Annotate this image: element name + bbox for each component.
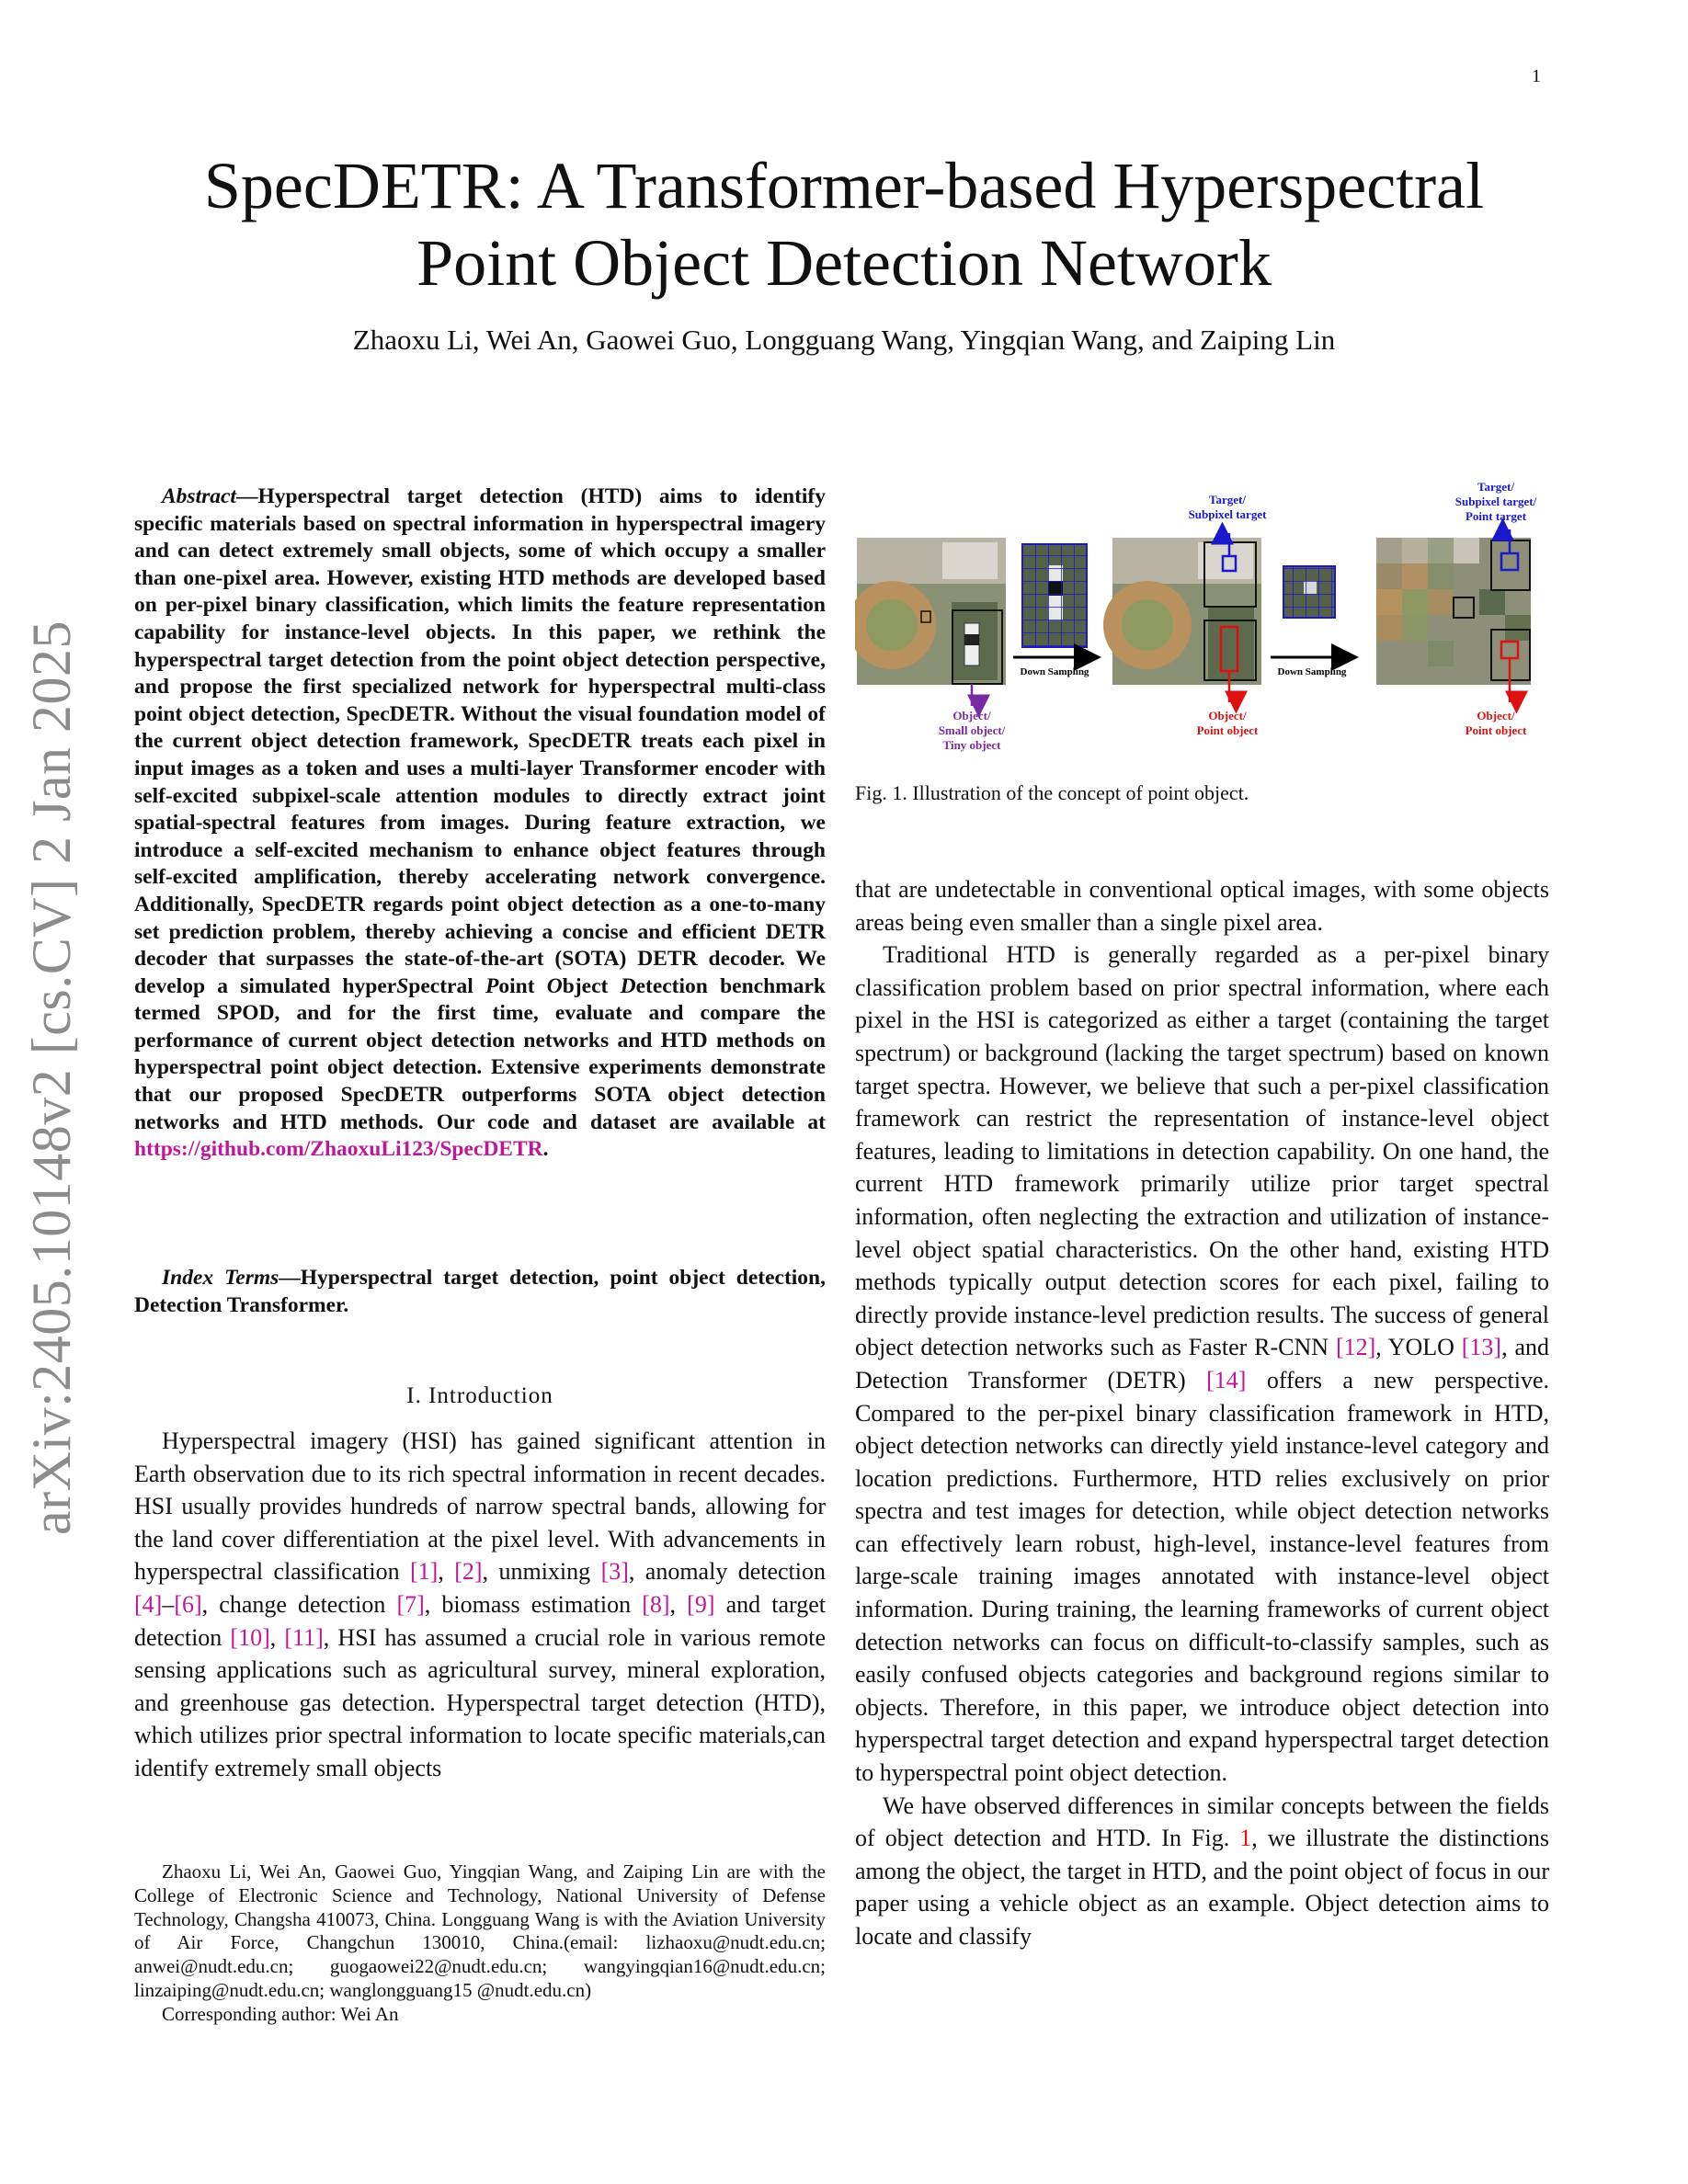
label-object-point-b2: Point object bbox=[1465, 723, 1527, 737]
abstract-link-end: . bbox=[542, 1137, 549, 1162]
index-terms-lead: Index Terms bbox=[162, 1266, 279, 1290]
spod-s: S bbox=[396, 973, 409, 998]
aerial-panel-2 bbox=[1103, 533, 1261, 702]
section-heading: I. Introduction bbox=[406, 1383, 553, 1408]
label-object-point-a1: Object/ bbox=[1208, 709, 1247, 722]
citation[interactable]: [9] bbox=[687, 1590, 715, 1618]
citation[interactable]: [2] bbox=[454, 1558, 483, 1586]
abstract-text-end: etection benchmark termed SPOD, and for the first time, evaluate and compare the performance of current object detection networks and HTD methods on hyperspectral point object detection. Extensive experiments demonstrate that our proposed SpecDETR outperforms SOTA object detection networks and HTD methods. Our code and dataset are available at bbox=[134, 973, 826, 1134]
paper-title bbox=[138, 147, 1550, 301]
intro-text: , bbox=[438, 1558, 455, 1586]
label-object-point-b1: Object/ bbox=[1477, 709, 1515, 722]
aerial-panel-1 bbox=[855, 538, 1006, 706]
label-target-point-1: Target/ bbox=[1477, 480, 1514, 494]
index-terms bbox=[134, 1265, 826, 1319]
abstract-lead: Abstract bbox=[162, 484, 236, 508]
footnote bbox=[134, 1860, 826, 2027]
intro-text: and target detection bbox=[134, 1590, 826, 1651]
down-sampling-label-2: Down Sampling bbox=[1277, 666, 1347, 677]
index-terms-text: —Hyperspectral target detection, point object detection, Detection Transformer. bbox=[134, 1266, 826, 1317]
citation[interactable]: [12] bbox=[1335, 1334, 1376, 1361]
intro-left-paragraph bbox=[134, 1425, 826, 1785]
citation[interactable]: [8] bbox=[642, 1590, 670, 1618]
arxiv-stamp: arXiv:2405.10148v2 [cs.CV] 2 Jan 2025 bbox=[21, 620, 82, 1535]
zoom-grid-1 bbox=[1022, 544, 1087, 647]
spod-1: pectral bbox=[408, 973, 485, 998]
abstract-text: —Hyperspectral target detection (HTD) aims to identify specific materials based on spectral information in hyperspectral imagery and can detect extremely small objects, some of which occupy a smaller than one-pixel area. However, existing HTD methods are developed based on per-pixel binary classification, which limits the feature representation capability for instance-level objects. In this paper, we rethink the hyperspectral target detection from the point object detection perspective, and propose the first specialized network for hyperspectral multi-class point object detection, SpecDETR. Without the visual foundation model of the current object detection framework, SpecDETR treats each pixel in input images as a token and uses a multi-layer Transformer encoder with self-excited subpixel-scale attention modules to directly extract joint spatial-spectral features from images. During feature extraction, we introduce a self-excited mechanism to enhance object features through self-excited amplification, thereby accelerating network convergence. Additionally, SpecDETR regards point object detection as a one-to-many set prediction problem, thereby achieving a concise and efficient DETR decoder that surpasses the state-of-the-art (SOTA) DETR decoder. We develop a simulated hyper bbox=[134, 484, 826, 998]
intro-text: , bbox=[669, 1590, 688, 1618]
github-link[interactable]: https://github.com/ZhaoxuLi123/SpecDETR bbox=[134, 1137, 543, 1162]
intro-text: , HSI has assumed a crucial role in various remote sensing applications such as agricultural survey, mineral exploration, and greenhouse gas detection. Hyperspectral target detection (HTD), which utilizes prior spectral information to locate specific materials,can identify extremely small objects bbox=[134, 1623, 827, 1781]
label-target-subpixel-1: Target/ bbox=[1209, 493, 1246, 506]
intro-text: , unmixing bbox=[482, 1558, 601, 1586]
citation[interactable]: [1] bbox=[410, 1558, 439, 1586]
spod-d: D bbox=[620, 973, 636, 998]
right-text: Traditional HTD is generally regarded as a per-pixel binary classification problem based on prior spectral information, where each pixel in the HSI is categorized as either a target (containing the target spectrum) or background (lacking the target spectrum) based on known target spectra. However, we believe that such a per-pixel classification framework can restrict the representation of instance-level object features, leading to limitations in detection capability. On one hand, the current HTD framework primarily utilize prior target spectral information, often neglecting the extraction and utilization of instance-level object spatial characteristics. On the other hand, existing HTD methods typically output detection scores for each pixel, failing to directly provide instance-level prediction results. The success of general object detection networks such as Faster R-CNN bbox=[855, 941, 1549, 1361]
right-paragraph-0: that are undetectable in conventional optical images, with some objects areas being even smaller than a single pixel area. bbox=[855, 876, 1549, 936]
citation[interactable]: [4] bbox=[134, 1590, 163, 1618]
down-sampling-label-1: Down Sampling bbox=[1020, 666, 1089, 677]
figure-1-illustration bbox=[855, 478, 1549, 754]
right-text: , YOLO bbox=[1375, 1334, 1462, 1361]
right-text: , we illustrate the distinctions among the object, the target in HTD, and the point object of focus in our paper using a vehicle object as an example. Object detection aims to locate and classify bbox=[855, 1825, 1550, 1950]
citation[interactable]: [10] bbox=[230, 1623, 270, 1651]
label-object-point-a2: Point object bbox=[1196, 723, 1259, 737]
label-object-small-3: Tiny object bbox=[942, 738, 1001, 752]
right-text: We have observed differences in similar concepts between the fields of object detection and HTD. In Fig. bbox=[855, 1792, 1549, 1852]
spod-2: oint bbox=[498, 973, 547, 998]
spod-3: bject bbox=[562, 973, 621, 998]
zoom-grid-2 bbox=[1283, 566, 1335, 618]
right-column-text bbox=[855, 873, 1549, 1953]
citation[interactable]: [14] bbox=[1206, 1366, 1247, 1393]
spod-o: O bbox=[546, 973, 563, 998]
label-target-point-3: Point target bbox=[1465, 509, 1527, 523]
right-text: offers a new perspective. Compared to the per-pixel binary classification framework in HTD, object detection networks can directly yield instance-level category and location predictions. Furthermore, HTD relies exclusively on prior spectra and test images for detection, while object detection networks can effectively learn robust, high-level, instance-level features from large-scale training images annotated with instance-level object information. During training, the learning frameworks of current object detection networks can focus on difficult-to-classify samples, such as easily confused objects categories and background regions similar to objects. Therefore, in this paper, we introduce object detection into hyperspectral target detection and expand hyperspectral target detection to hyperspectral point object detection. bbox=[855, 1366, 1549, 1787]
abstract bbox=[134, 483, 826, 1164]
label-target-subpixel-2: Subpixel target bbox=[1188, 507, 1267, 521]
aerial-panel-3 bbox=[1376, 529, 1531, 702]
title-line-1: SpecDETR: A Transformer-based Hyperspectral bbox=[203, 149, 1485, 222]
footnote-affiliation: Zhaoxu Li, Wei An, Gaowei Guo, Yingqian Wang, and Zaiping Lin are with the College of Electronic Science and Technology, National University of Defense Technology, Changsha 410073, China. Longguang Wang is with the Aviation University of Air Force, Changchun 130010, China.(email: lizhaoxu@nudt.edu.cn; anwei@nudt.edu.cn; guogaowei22@nudt.edu.cn; wangyingqian16@nudt.edu.cn; linzaiping@nudt.edu.cn; wanglongguang15 @nudt.edu.cn) bbox=[134, 1860, 826, 2001]
right-text: , and Detection Transformer (DETR) bbox=[855, 1334, 1549, 1393]
citation[interactable]: [13] bbox=[1461, 1334, 1502, 1361]
figure-1 bbox=[855, 478, 1549, 754]
citation[interactable]: [3] bbox=[600, 1558, 629, 1586]
intro-text: , change detection bbox=[201, 1590, 397, 1618]
footnote-corresponding: Corresponding author: Wei An bbox=[162, 2002, 399, 2025]
page-number: 1 bbox=[1532, 66, 1541, 86]
title-line-2: Point Object Detection Network bbox=[416, 226, 1272, 300]
intro-text: – bbox=[162, 1590, 175, 1618]
citation[interactable]: [11] bbox=[284, 1623, 324, 1651]
citation[interactable]: [6] bbox=[174, 1590, 202, 1618]
intro-text: , bbox=[269, 1623, 285, 1651]
label-target-point-2: Subpixel target/ bbox=[1454, 495, 1537, 508]
intro-text: Hyperspectral imagery (HSI) has gained significant attention in Earth observation due to its rich spectral information in recent decades. HSI usually provides hundreds of narrow spectral bands, allowing for the land cover differentiation at the pixel level. With advancements in hyperspectral classification bbox=[134, 1428, 826, 1586]
label-object-small-2: Small object/ bbox=[938, 723, 1006, 737]
intro-text: , biomass estimation bbox=[424, 1590, 643, 1618]
author-list: Zhaoxu Li, Wei An, Gaowei Guo, Longguang Wang, Yingqian Wang, and Zaiping Lin bbox=[352, 324, 1336, 356]
label-object-small-1: Object/ bbox=[952, 709, 991, 722]
figure-reference[interactable]: 1 bbox=[1239, 1825, 1252, 1852]
citation[interactable]: [7] bbox=[396, 1590, 425, 1618]
figure-caption: Fig. 1. Illustration of the concept of point object. bbox=[855, 781, 1249, 804]
right-paragraph-1 bbox=[855, 938, 1549, 1789]
right-paragraph-2 bbox=[855, 1790, 1549, 1953]
spod-p: P bbox=[485, 973, 499, 998]
intro-text: , anomaly detection bbox=[628, 1558, 827, 1586]
